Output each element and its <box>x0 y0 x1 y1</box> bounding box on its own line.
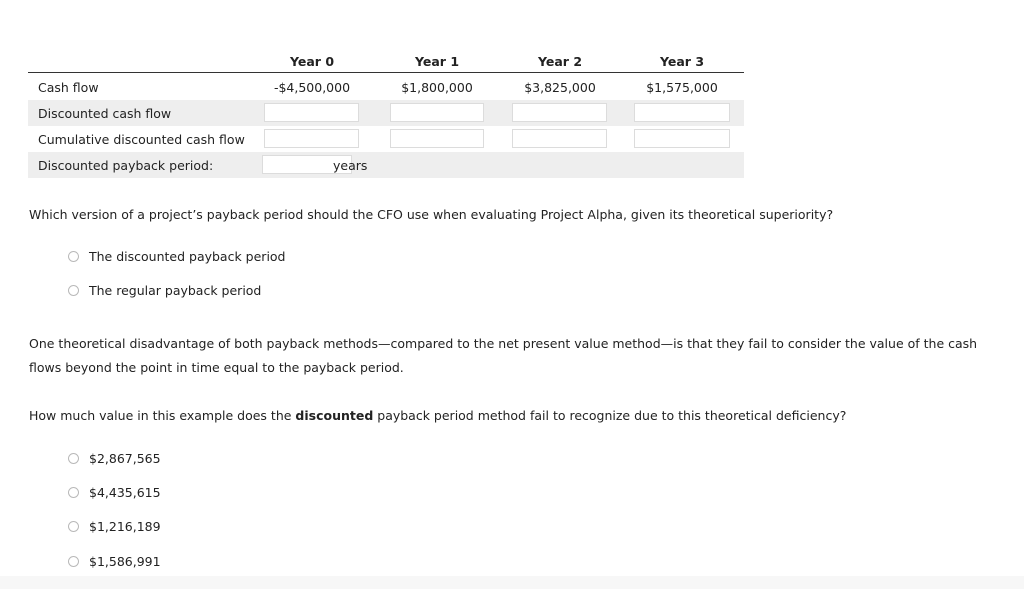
radio-button[interactable] <box>68 251 79 262</box>
cash-flow-year-0: -$4,500,000 <box>273 80 351 95</box>
cash-flow-year-2: $3,825,000 <box>524 80 596 95</box>
row-label: Discounted payback period: <box>38 158 214 173</box>
row-label: Cash flow <box>38 80 99 95</box>
option-label: $1,216,189 <box>89 518 161 534</box>
paragraph-line-2: flows beyond the point in time equal to the payback period. <box>29 360 404 375</box>
cumulative-input-year-2[interactable] <box>512 129 607 148</box>
option-answer-4[interactable] <box>68 553 161 569</box>
option-label: $2,867,565 <box>89 450 161 466</box>
row-discounted-payback-period <box>28 152 744 178</box>
cumulative-input-year-3[interactable] <box>634 129 730 148</box>
option-label: The discounted payback period <box>89 248 286 264</box>
row-label: Cumulative discounted cash flow <box>38 132 245 147</box>
header-year-3: Year 3 <box>659 54 705 69</box>
option-label: $4,435,615 <box>89 484 161 500</box>
question-2-text <box>29 404 846 428</box>
question-1-text: Which version of a project’s payback period should the CFO use when evaluating Project Alpha, given its theoretical superiority? <box>29 207 834 222</box>
option-answer-3[interactable] <box>68 518 161 534</box>
cumulative-input-year-0[interactable] <box>264 129 359 148</box>
radio-button[interactable] <box>68 556 79 567</box>
row-label: Discounted cash flow <box>38 106 172 121</box>
radio-button[interactable] <box>68 521 79 532</box>
discounted-cash-flow-input-year-0[interactable] <box>264 103 359 122</box>
years-unit: years <box>333 158 368 173</box>
paragraph-line-1: One theoretical disadvantage of both payback methods—compared to the net present value method—is that they fail to consider the value of the cash <box>29 336 978 351</box>
row-cash-flow <box>28 74 744 100</box>
header-divider <box>28 72 744 73</box>
radio-button[interactable] <box>68 453 79 464</box>
option-label: $1,586,991 <box>89 553 161 569</box>
cumulative-input-year-1[interactable] <box>390 129 484 148</box>
row-cumulative-discounted-cash-flow <box>28 126 744 152</box>
question-2-before: How much value in this example does the <box>29 408 296 423</box>
header-year-1: Year 1 <box>414 54 460 69</box>
discounted-cash-flow-input-year-2[interactable] <box>512 103 607 122</box>
option-regular-payback[interactable] <box>68 282 261 298</box>
radio-button[interactable] <box>68 487 79 498</box>
header-year-2: Year 2 <box>537 54 583 69</box>
header-year-0: Year 0 <box>289 54 335 69</box>
option-discounted-payback[interactable] <box>68 248 286 264</box>
question-2-bold: discounted <box>295 408 374 423</box>
discounted-cash-flow-input-year-3[interactable] <box>634 103 730 122</box>
page-footer-strip <box>0 576 1024 589</box>
question-2-after: payback period method fail to recognize due to this theoretical deficiency? <box>373 408 847 423</box>
option-answer-1[interactable] <box>68 450 161 466</box>
discounted-cash-flow-input-year-1[interactable] <box>390 103 484 122</box>
option-answer-2[interactable] <box>68 484 161 500</box>
row-discounted-cash-flow <box>28 100 744 126</box>
option-label: The regular payback period <box>89 282 262 298</box>
cash-flow-year-1: $1,800,000 <box>401 80 473 95</box>
cash-flow-year-3: $1,575,000 <box>646 80 718 95</box>
radio-button[interactable] <box>68 285 79 296</box>
